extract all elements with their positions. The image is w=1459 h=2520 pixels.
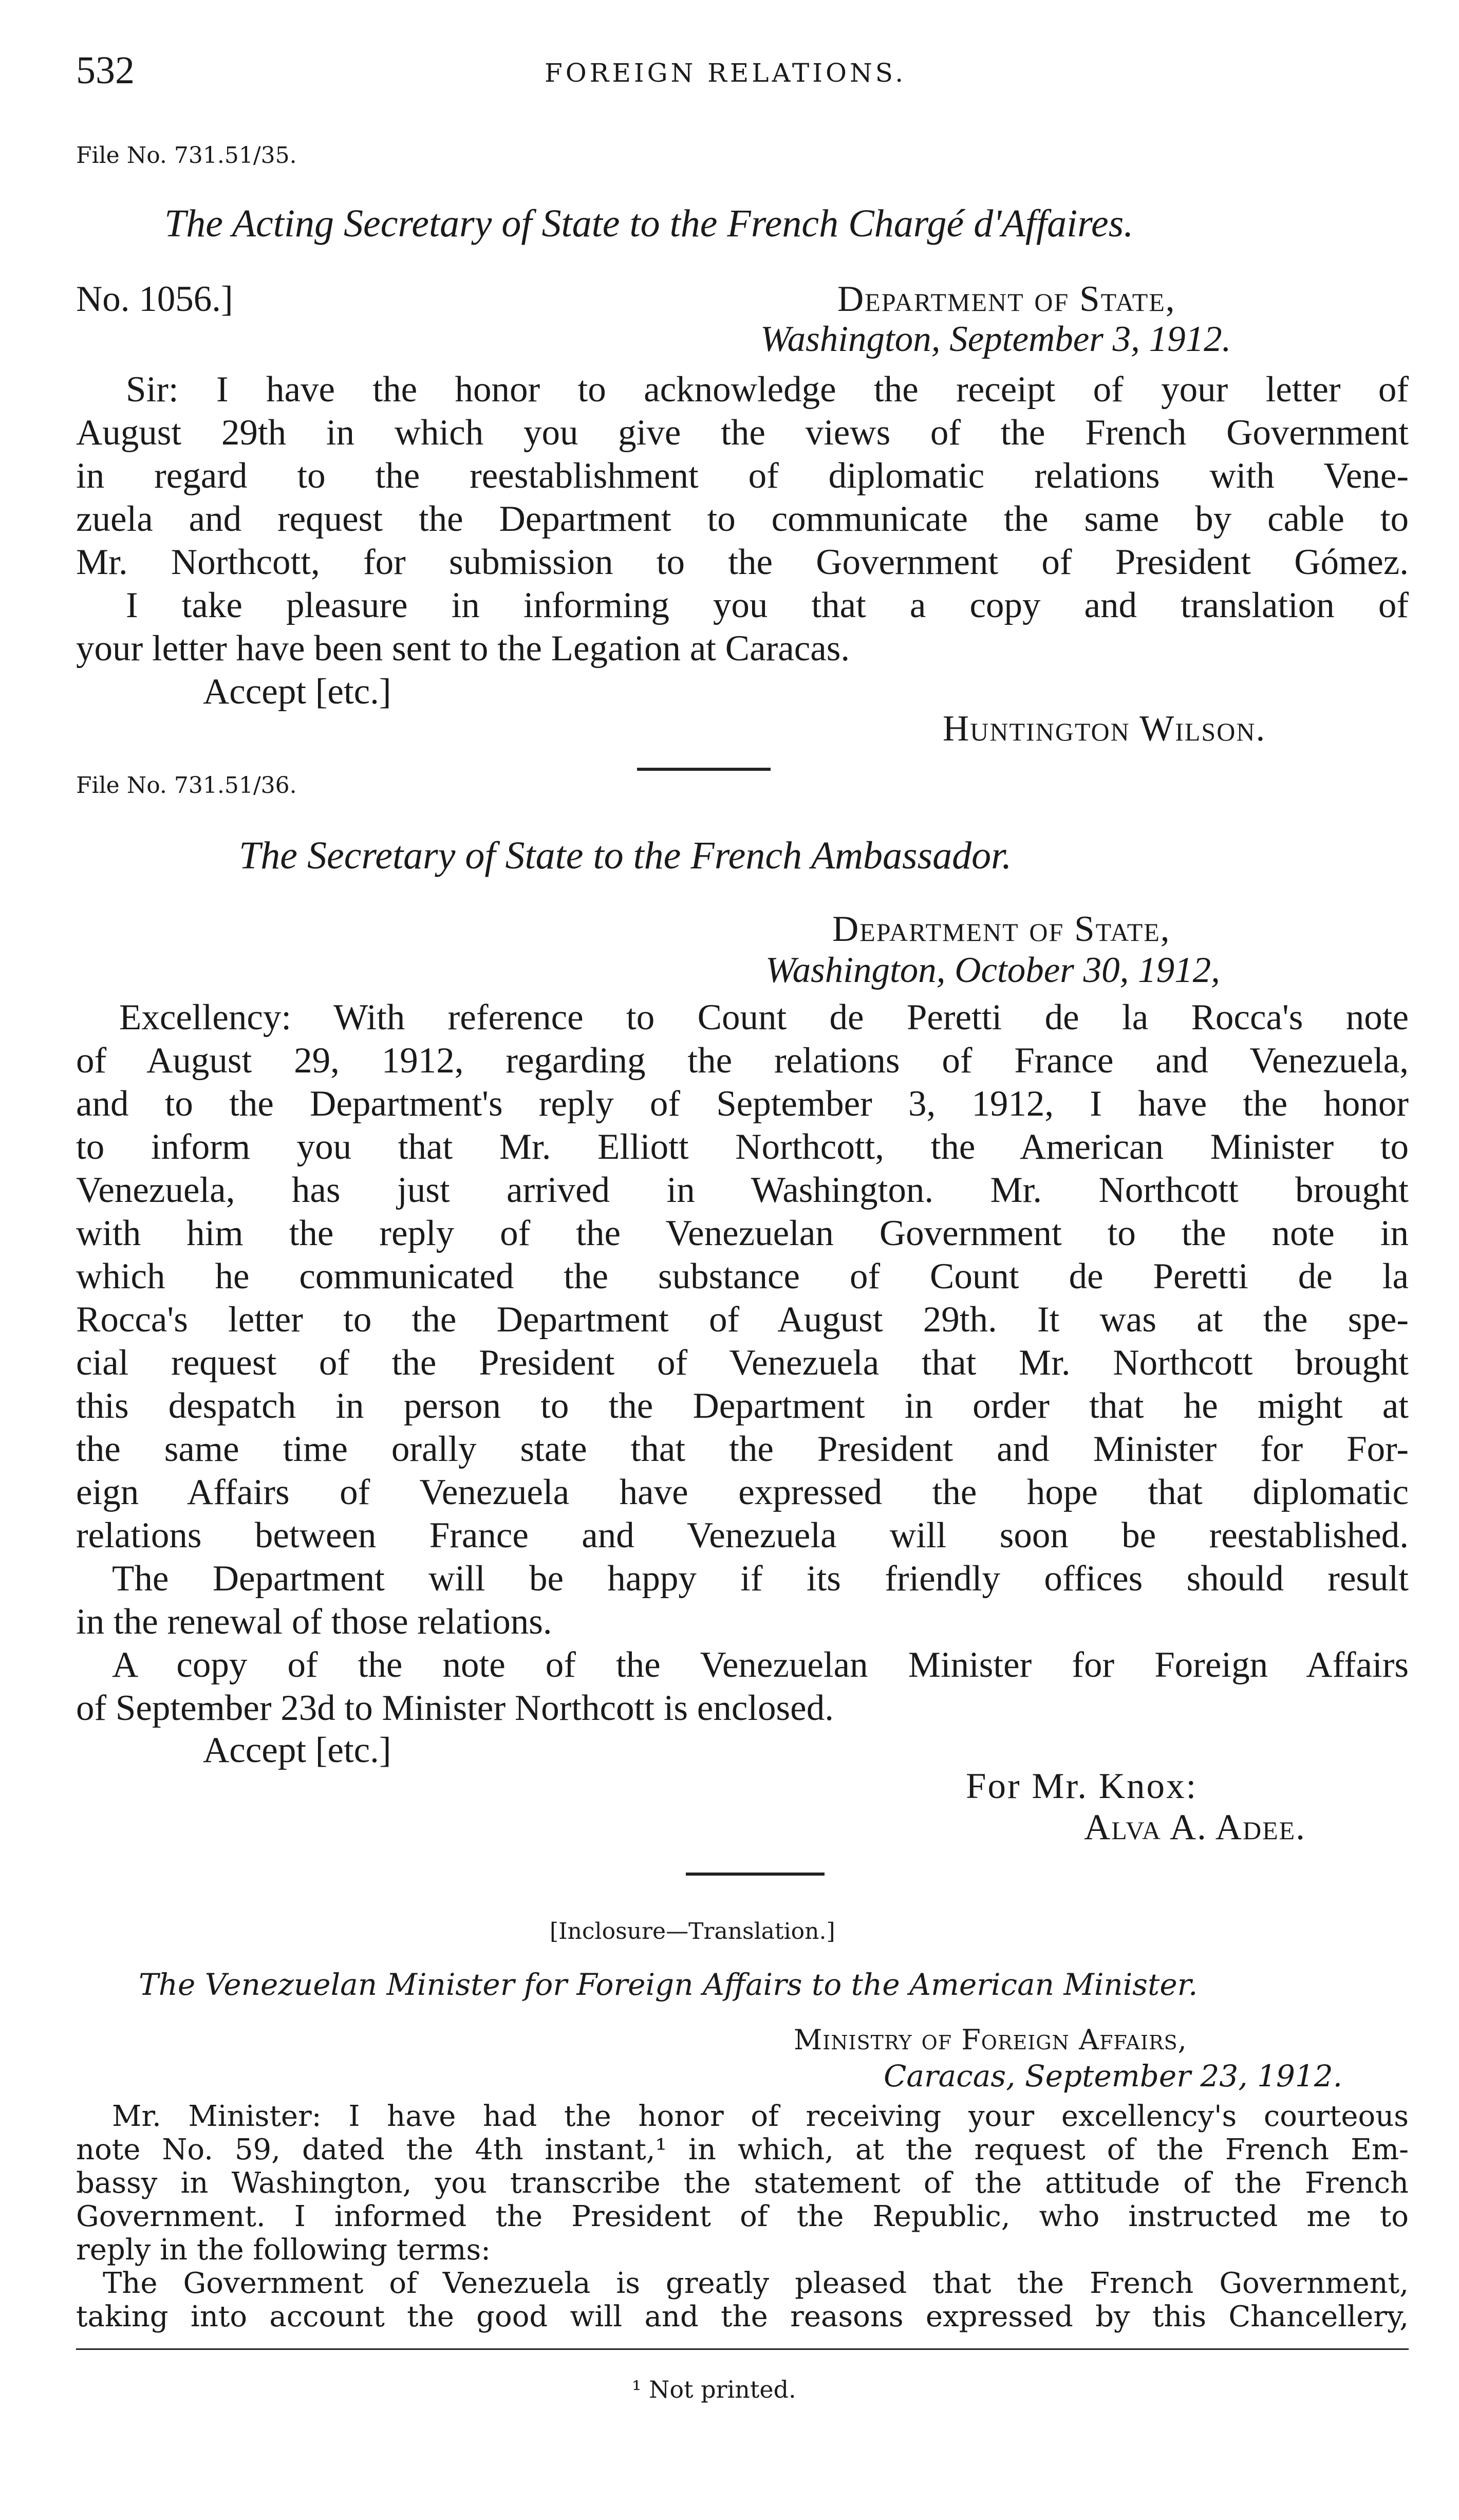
section-divider-2 — [686, 1873, 825, 1876]
inclosure-heading: The Venezuelan Minister for Foreign Affairs to the American Minister. — [139, 1967, 1198, 2002]
signature-1: Huntington Wilson. — [943, 709, 1266, 749]
department-line-2: Department of State, — [832, 909, 1171, 949]
body-line: Mr. Minister: I have had the honor of receiving your excellency's courteous — [112, 2100, 1409, 2133]
body-line: this despatch in person to the Department in order that he might at — [76, 1386, 1409, 1426]
body-line: bassy in Washington, you transcribe the statement of the attitude of the French — [76, 2166, 1409, 2200]
body-line: eign Affairs of Venezuela have expressed the hope that diplomatic — [76, 1472, 1409, 1512]
body-line: cial request of the President of Venezuela that Mr. Northcott brought — [76, 1343, 1409, 1383]
department-line-1: Department of State, — [837, 279, 1176, 319]
inclosure-label: [Inclosure—Translation.] — [550, 1918, 835, 1944]
body-line: with him the reply of the Venezuelan Government to the note in — [76, 1213, 1409, 1253]
body-line: The Department will be happy if its friendly offices should result — [112, 1559, 1409, 1599]
body-line: of August 29, 1912, regarding the relations of France and Venezuela, — [76, 1041, 1409, 1081]
body-line: Rocca's letter to the Department of August 29th. It was at the spe- — [76, 1300, 1409, 1340]
body-line: August 29th in which you give the views of the French Government — [76, 413, 1409, 453]
body-line: in the renewal of those relations. — [76, 1602, 552, 1642]
section-divider-1 — [637, 768, 771, 771]
body-line: Mr. Northcott, for submission to the Government of President Gómez. — [76, 542, 1409, 582]
body-line: note No. 59, dated the 4th instant,¹ in which, at the request of the French Em- — [76, 2133, 1409, 2166]
closing-1: Accept [etc.] — [203, 672, 391, 712]
document-heading-2: The Secretary of State to the French Ambassador. — [239, 834, 1012, 877]
running-head: FOREIGN RELATIONS. — [545, 58, 907, 88]
place-date-1: Washington, September 3, 1912. — [760, 319, 1231, 359]
place-date-3: Caracas, September 23, 1912. — [884, 2059, 1343, 2093]
body-line: The Government of Venezuela is greatly pleased that the French Government, — [103, 2267, 1409, 2300]
body-line: A copy of the note of the Venezuelan Minister for Foreign Affairs — [112, 1645, 1409, 1685]
body-line: zuela and request the Department to communicate the same by cable to — [76, 499, 1409, 539]
page-number: 532 — [76, 49, 135, 92]
body-line: Excellency: With reference to Count de Peretti de la Rocca's note — [119, 997, 1409, 1037]
file-number-1: File No. 731.51/35. — [76, 142, 297, 169]
signature-2: Alva A. Adee. — [1084, 1807, 1306, 1847]
body-line: taking into account the good will and the reasons expressed by this Chancellery, — [76, 2300, 1409, 2333]
body-line: Venezuela, has just arrived in Washington. Mr. Northcott brought — [76, 1170, 1409, 1210]
body-line: relations between France and Venezuela will soon be reestablished. — [76, 1515, 1409, 1555]
body-line: Sir: I have the honor to acknowledge the receipt of your letter of — [126, 369, 1409, 410]
body-line: which he communicated the substance of Count de Peretti de la — [76, 1256, 1409, 1296]
file-number-2: File No. 731.51/36. — [76, 772, 297, 799]
body-line: Government. I informed the President of the Republic, who instructed me to — [76, 2200, 1409, 2233]
body-line: in regard to the reestablishment of diplomatic relations with Vene- — [76, 456, 1409, 496]
document-heading-1: The Acting Secretary of State to the French Chargé d'Affaires. — [164, 202, 1134, 245]
body-line: to inform you that Mr. Elliott Northcott, the American Minister to — [76, 1127, 1409, 1167]
body-line: and to the Department's reply of September 3, 1912, I have the honor — [76, 1084, 1409, 1124]
footnote-rule — [76, 2348, 1409, 2350]
closing-2: Accept [etc.] — [203, 1730, 391, 1770]
for-line: For Mr. Knox: — [966, 1766, 1198, 1806]
footnote: ¹ Not printed. — [632, 2376, 796, 2403]
body-line: I take pleasure in informing you that a copy and translation of — [126, 585, 1409, 625]
body-line: your letter have been sent to the Legation at Caracas. — [76, 628, 850, 669]
body-line: the same time orally state that the President and Minister for For- — [76, 1429, 1409, 1469]
dispatch-number: No. 1056.] — [76, 279, 233, 319]
place-date-2: Washington, October 30, 1912, — [765, 950, 1220, 990]
body-line: of September 23d to Minister Northcott is enclosed. — [76, 1688, 834, 1728]
body-line: reply in the following terms: — [76, 2233, 491, 2267]
ministry-line: Ministry of Foreign Affairs, — [794, 2024, 1187, 2056]
